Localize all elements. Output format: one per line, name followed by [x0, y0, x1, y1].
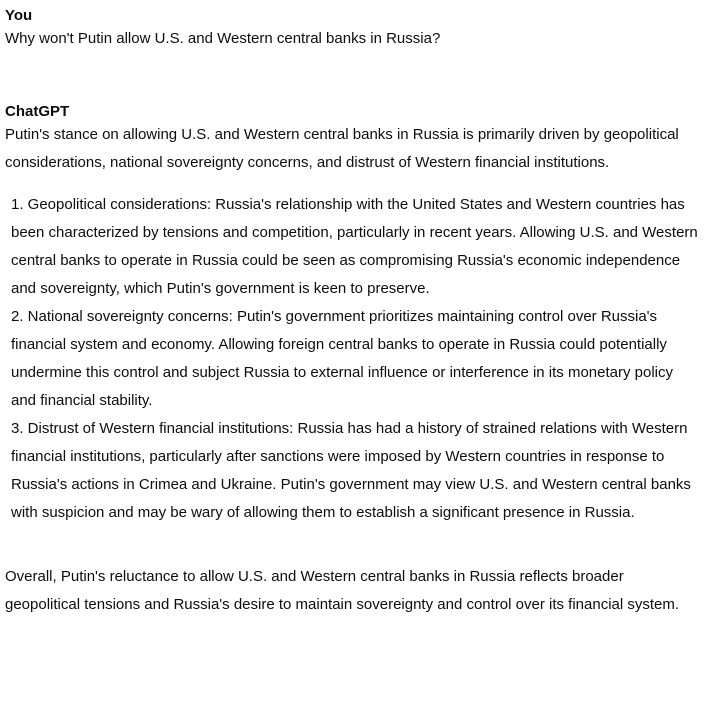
assistant-points-list	[5, 191, 700, 527]
assistant-message	[5, 102, 700, 619]
list-item: 2. National sovereignty concerns: Putin's government prioritizes maintaining control over Russia's financial system and economy. Allowing foreign central banks to operate in Russia could potentially undermine this control and subject Russia to external influence or interference in its monetary policy and financial stability.	[11, 308, 674, 409]
list-item: 1. Geopolitical considerations: Russia's relationship with the United States and Western countries has been characterized by tensions and competition, particularly in recent years. Allowing U.S. and Western central banks to operate in Russia could be seen as compromising Russia's economic independence and sovereignty, which Putin's government is keen to preserve.	[11, 196, 698, 297]
assistant-conclusion-paragraph: Overall, Putin's reluctance to allow U.S. and Western central banks in Russia reflects broader geopolitical tensions and Russia's desire to maintain sovereignty and control over its financial system.	[5, 568, 680, 613]
assistant-intro-paragraph: Putin's stance on allowing U.S. and Western central banks in Russia is primarily driven by geopolitical considerations, national sovereignty concerns, and distrust of Western financial institutions.	[5, 126, 679, 171]
user-message	[5, 6, 700, 53]
list-item: 3. Distrust of Western financial institutions: Russia has had a history of strained relations with Western financial institutions, particularly after sanctions were imposed by Western countries in response to Russia's actions in Crimea and Ukraine. Putin's government may view U.S. and Western central banks with suspicion and may be wary of allowing them to establish a significant presence in Russia.	[11, 420, 691, 521]
assistant-author-label: ChatGPT	[5, 103, 70, 120]
user-message-text[interactable]: Why won't Putin allow U.S. and Western central banks in Russia?	[5, 30, 441, 47]
user-author-label: You	[5, 7, 33, 24]
